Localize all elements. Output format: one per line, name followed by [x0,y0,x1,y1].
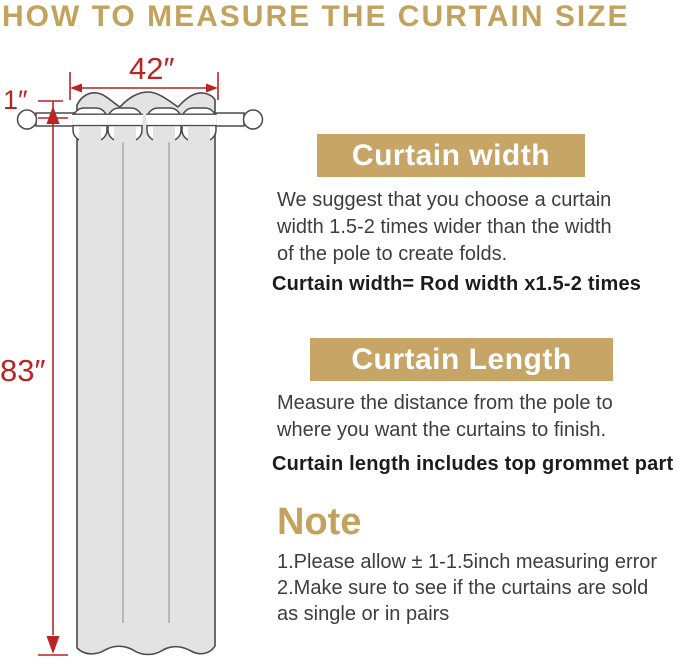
grommet-3 [146,108,182,142]
curtain-body [77,92,215,655]
paragraph-line: where you want the curtains to finish. [277,419,607,441]
paragraph-line: We suggest that you choose a curtain [277,189,612,211]
width-dimension-label: 42″ [129,51,175,86]
section-heading-curtain-length: Curtain Length [310,338,613,381]
curtain-length-formula: Curtain length includes top grommet part [272,453,674,475]
rod-finial-right [244,110,263,129]
note-item: as single or in pairs [277,603,450,625]
grommet-dimension-label: 1″ [3,85,28,115]
curtain-width-paragraph [277,187,612,268]
note-list [277,549,657,627]
paragraph-line: of the pole to create folds. [277,243,508,265]
curtain-length-paragraph [277,390,613,444]
page-title: HOW TO MEASURE THE CURTAIN SIZE [2,0,630,33]
note-item: 2.Make sure to see if the curtains are sold [277,577,649,599]
length-dimension-label: 83″ [0,353,46,388]
paragraph-line: width 1.5-2 times wider than the width [277,216,612,238]
note-heading: Note [277,501,362,543]
grommet-4 [181,108,217,142]
section-heading-curtain-width: Curtain width [317,134,585,177]
grommet-1 [72,108,108,142]
paragraph-line: Measure the distance from the pole to [277,392,613,414]
curtain-width-formula: Curtain width= Rod width x1.5-2 times [272,273,642,295]
grommet-2 [107,108,143,142]
note-item: 1.Please allow ± 1-1.5inch measuring error [277,551,658,573]
